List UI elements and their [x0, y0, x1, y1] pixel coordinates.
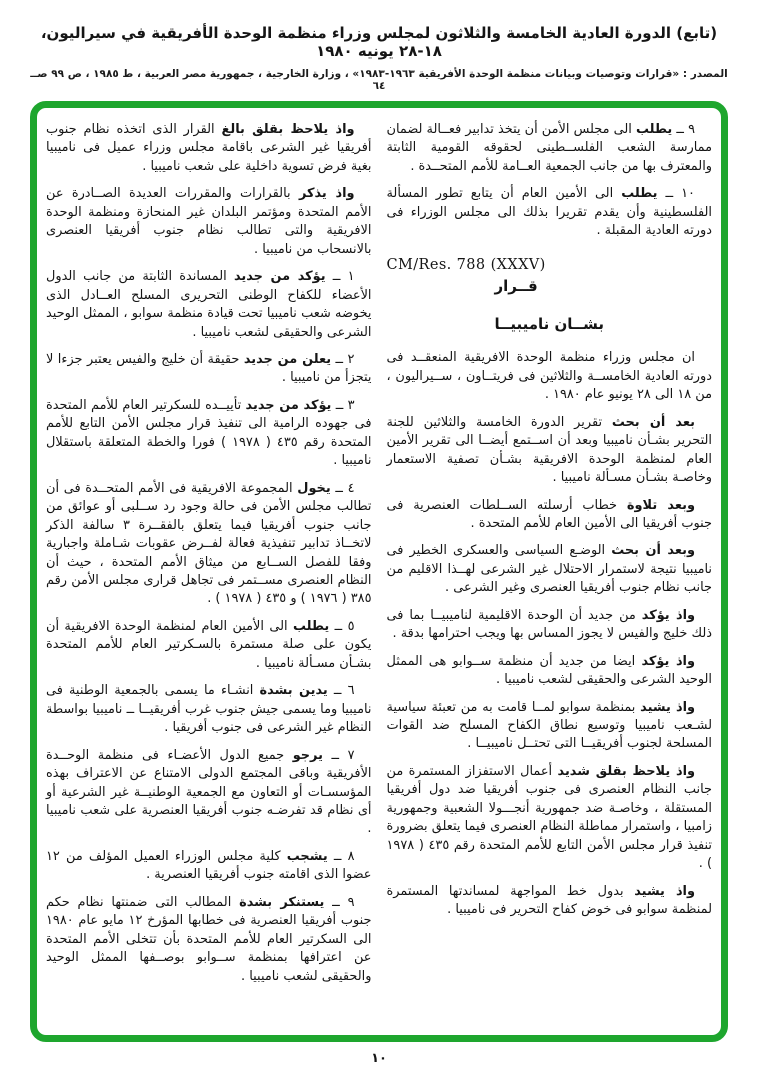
paragraph	[46, 682, 372, 737]
paragraph-lead: يدين بشدة	[259, 683, 328, 699]
paragraph-text: بالقرارات والمقررات العديدة الصــادرة عن الأمم المتحدة ومؤتمر البلدان غير المنحازة ومنظمة الوحدة الافريقية والتى تطالب نظام جنوب أفريقيا العنصرى بالانسحاب من ناميبيا .	[46, 186, 372, 257]
paragraph-number: ١٠ ــ	[665, 186, 695, 202]
paragraph-text: حقيقة أن خليج والفيس يعتبر جزءا لا يتجزأ من ناميبيا .	[46, 351, 372, 386]
resolution-subtitle: بشــان ناميبيــا	[494, 314, 605, 333]
paragraph	[387, 497, 713, 534]
paragraph	[387, 121, 713, 176]
paragraph	[46, 848, 372, 885]
paragraph-number: ٦ ــ	[333, 683, 355, 699]
paragraph-number: ٩ ــ	[676, 122, 695, 137]
paragraph-number: ١ ــ	[332, 269, 355, 285]
paragraph-lead: يخول	[297, 480, 331, 496]
paragraph-text: انشـاء ما يسمى بالجمعية الوطنية فى ناميبيا وما يسمى جيش جنوب غرب أفريقيــا ــ ناميبيا بواسطة النظام غير الشرعى فى جنوب أفريقيا .	[46, 683, 372, 736]
paragraph	[387, 185, 713, 240]
paragraph	[46, 747, 372, 839]
paragraph-number: ٢ ــ	[335, 351, 355, 367]
paragraph-number: ٨ ــ	[333, 848, 355, 864]
paragraph-text: ان مجلس وزراء منظمة الوحدة الافريقية المنعقــد فى دورته العادية الخامســة والثلاثين فى فريتــاون ، ســيراليون ، من ١٨ الى ٢٨ يونيو عام ١٩٨٠ .	[386, 350, 712, 403]
paragraph-text: أعمال الاستفزاز المستمرة من جانب النظام العنصرى فى جنوب أفريقيا ضد دول أفريقيا المستقلة ، وخاصـة ضد جمهورية أنجـــولا الشعبية وجمهورية زامبيا ، واستمرار مماطلة النظام العنصرى فيما يتعلق بضرورة تنفيذ قرار مجلس الأمن التابع للأمم المتحدة رقم ٤٣٥ ( ١٩٧٨ ) .	[386, 763, 712, 872]
paragraph-text: المطالب التى ضمنتها نظام حكم جنوب أفريقيا العنصرية فى خطابها المؤرخ ١٢ مايو عام ١٩٨٠ الى السكرتير العام للأمم المتحدة بأن تتخلى الأمم المتحدة عن اعترافها بمنظمة ســوابو بوصــفها الممثل الوحيد والحقيقى لشعب ناميبيا .	[46, 894, 372, 984]
paragraph-lead: واذ يشيد	[634, 883, 695, 899]
paragraph-lead: يطلب	[635, 122, 673, 137]
paragraph	[387, 414, 713, 488]
paragraph	[46, 894, 372, 986]
paragraph-lead: بعد أن بحث	[611, 414, 695, 430]
paragraph	[46, 480, 372, 609]
paragraph-lead: يعلن من جديد	[243, 351, 332, 367]
paragraph-text: الى مجلس الأمن أن يتخذ تدابير فعــالة لضمان ممارسة الشعب الفلســطينى لحقوقه القومية الثابتة والمعترف بها من جانب الجمعية العــامة للأمم المتحــدة .	[386, 122, 712, 174]
paragraph-lead: يطلب	[621, 186, 658, 202]
paragraph-text: الى الأمين العام لمنظمة الوحدة الافريقية أن يكون على صلة مستمرة بالسـكرتير العام للأمم المتحدة بشـأن مسـألة ناميبيا .	[46, 618, 372, 671]
paragraph	[46, 397, 372, 471]
paragraph	[46, 351, 372, 388]
paragraph	[387, 883, 713, 920]
paragraph	[46, 268, 372, 342]
paragraph-lead: واذ يلاحظ بقلق شديد	[557, 763, 696, 779]
paragraph	[46, 618, 372, 673]
paragraph-text: جميع الدول الأعضـاء فى منظمة الوحــدة الأفريقية وباقى المجتمع الدولى الامتناع عن الاعتراف بهذه المؤسسـات أو التعاون مع الجمعية الوطنيــة غير الشرعية أو أى نظام قد تفرضـه جنوب أفريقيا العنصرية على شعب ناميبيا .	[46, 747, 372, 837]
paragraph-lead: يؤكد من جديد	[233, 269, 326, 285]
paragraph	[387, 763, 713, 874]
paragraph-lead: واذ يؤكد	[641, 607, 695, 623]
paragraph-text: من جديد أن الوحدة الاقليمية لناميبيــا بما فى ذلك خليج والفيس لا يجوز المساس بها ويجب احترامها بدقة .	[386, 607, 712, 642]
right-column	[387, 121, 713, 1029]
paragraph-text: خطاب أرسلته الســلطات العنصرية فى جنوب أفريقيا الى الأمين العام للأمم المتحدة .	[386, 497, 712, 531]
paragraph-number: ٧ ــ	[331, 747, 355, 763]
paragraph-text: المجموعة الافريقية فى الأمم المتحــدة فى أن تطالب مجلس الأمن فى حالة وجود رد ســلبى أو عوائق من جانب جنوب أفريقيا فيما يتعلق بالفقــرة ٣ سالفة الذكر لاتخــاذ تدابير تنفيذية فعالة لفــرض عقوبات شـاملة واجبارية وفقا للفصل الســابع من ميثاق الأمم المتحدة ، حيث أن النظام العنصرى مســتمر فى تجاهل قرارى مجلس الأمن رقم ٣٨٥ ( ١٩٧٦ ) و ٤٣٥ ( ١٩٧٨ ) .	[46, 480, 372, 607]
paragraph-lead: واذ يذكر	[298, 186, 355, 202]
paragraph-text: تأييــده للسكرتير العام للأمم المتحدة فى جهوده الرامية الى تنفيذ قرار مجلس الأمن التابع للأمم المتحدة رقم ٤٣٥ ( ١٩٧٨ ) فورا والخطة المتعلقة باستقلال ناميبيا .	[46, 397, 372, 469]
paragraph-lead: وبعد تلاوة	[626, 497, 695, 513]
paragraph-number: ٩ ــ	[332, 894, 355, 910]
paragraph	[46, 121, 372, 176]
resolution-title: قــرار	[494, 277, 538, 296]
paragraph-lead: وبعد أن بحث	[611, 543, 695, 559]
paragraph-number: ٥ ــ	[334, 618, 355, 634]
paragraph-text: القرار الذى اتخذه نظام جنوب أفريقيا غير الشرعى باقامة مجلس وزراء عميل فى ناميبيا بغية فرض تسوية داخلية على شعب ناميبيا .	[46, 122, 372, 174]
paragraph-text: كلية مجلس الوزراء العميل المؤلف من ١٢ عضوا الذى اقامته جنوب أفريقيا العنصرية .	[46, 848, 372, 883]
paragraph	[46, 185, 372, 259]
document-green-frame	[30, 101, 728, 1042]
left-column	[46, 121, 372, 1029]
session-title: (تابع) الدورة العادية الخامسة والثلاثون لمجلس وزراء منظمة الوحدة الأفريقية في سيراليون، ١٨-٢٨ يونيه ١٩٨٠	[40, 24, 718, 60]
paragraph-text: المساندة الثابتة من جانب الدول الأعضاء للكفاح الوطنى التحريرى المسلح العــادل الذى يخوضه شعب ناميبيا تحت قيادة منظمة سوابو ، الممثل الوحيد الشرعى والحقيقى لشعب ناميبيا .	[46, 269, 372, 340]
paragraph-number: ٣ ــ	[335, 397, 355, 413]
paragraph-lead: واذ يلاحظ بقلق بالغ	[221, 122, 355, 137]
paragraph-lead: واذ يؤكد	[641, 653, 695, 669]
paragraph-text: الى الأمين العام أن يتابع تطور المسألة الفلسطينية وأن يقدم تقريرا بذلك الى مجلس الوزراء فى دورته العادية المقبلة .	[386, 186, 712, 239]
paragraph	[387, 349, 713, 404]
paragraph-lead: يطلب	[292, 618, 330, 634]
paragraph-text: ايضا من جديد أن منظمة ســوابو هى الممثل الوحيد الشرعى والحقيقى لشعب ناميبيا .	[386, 653, 712, 688]
paragraph-lead: يستنكر بشدة	[239, 894, 325, 910]
paragraph-text: الوضـع السياسى والعسكرى الخطير فى ناميبيا نتيجة لاستمرار الاحتلال غير الشرعى لهــذا الاقليم من جانب نظام جنوب أفريقيا العنصرى وغير الشرعى .	[386, 543, 712, 596]
paragraph-lead: واذ يشيد	[640, 699, 695, 715]
paragraph-lead: يشجب	[286, 848, 328, 864]
paragraph	[387, 653, 713, 690]
paragraph-text: بدول خط المواجهة لمساندتها المستمرة لمنظمة سوابو فى خوض كفاح التحرير فى ناميبيا .	[386, 883, 712, 918]
resolution-code: CM/Res. 788 (XXXV)	[386, 256, 546, 273]
paragraph-lead: يرجو	[292, 747, 323, 763]
page-header	[28, 24, 730, 92]
paragraph	[387, 699, 713, 754]
paragraph-text: بمنظمة سوابو لمــا قامت به من تعبئة سياسية لشـعب ناميبيا وتوسيع نطاق الكفاح المسلح ضد القوات المسلحة لجنوب أفريقيــا التى تحتــل ناميبيــا .	[386, 699, 712, 752]
paragraph	[387, 607, 713, 644]
paragraph-number: ٤ ــ	[335, 480, 355, 496]
page-number: ١٠	[371, 1051, 387, 1066]
paragraph-lead: يؤكد من جديد	[245, 397, 332, 413]
paragraph-text: تقرير الدورة الخامسة والثلاثين للجنة التحرير بشـأن ناميبيا وبعد أن اســتمع أيضــا الى تقرير الأمين العام لمنظمة الوحدة الافريقية بشـأن تصفية الاستعمار وخاصـة بشـأن مسـألة ناميبيا .	[386, 414, 712, 486]
paragraph	[387, 542, 713, 597]
source-citation: المصدر : «قرارات وتوصيات وبيانات منظمة الوحدة الأفريقية ١٩٦٣-١٩٨٣» ، وزارة الخارجية ، جمهورية مصر العربية ، ط ١٩٨٥ ، ص ٩٩ صــ ٦٤	[30, 68, 728, 92]
